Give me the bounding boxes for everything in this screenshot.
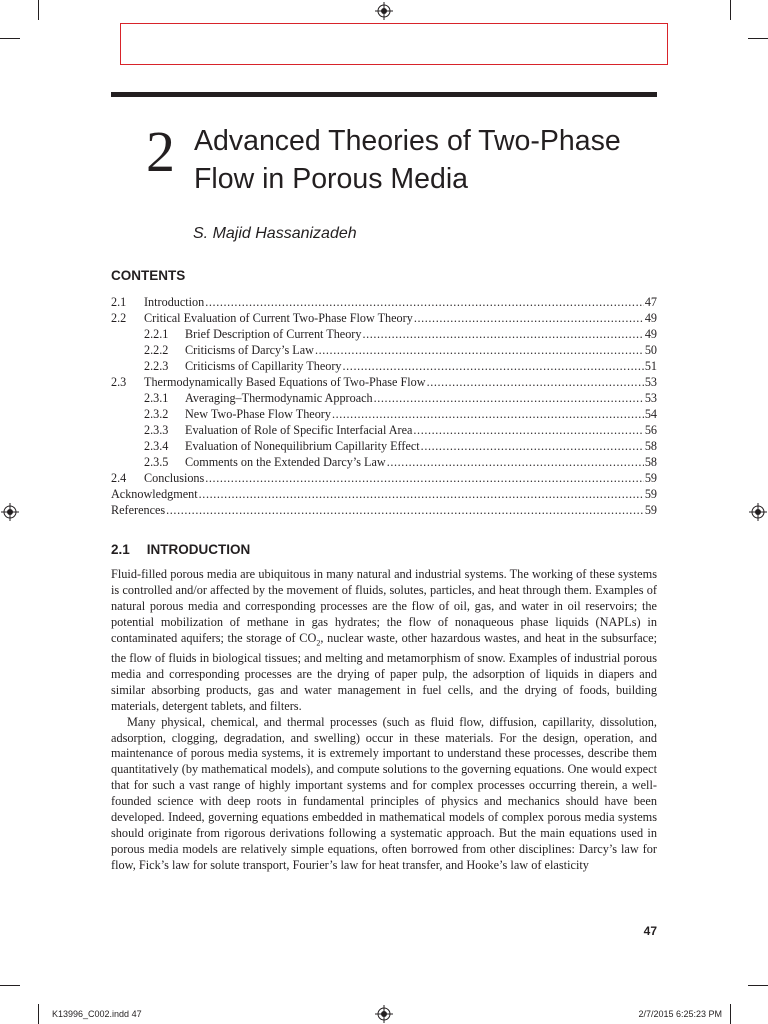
- toc-entry[interactable]: [111, 358, 657, 374]
- chapter-title-line: Advanced Theories of Two-Phase: [194, 125, 621, 157]
- crop-mark: [38, 0, 39, 20]
- toc-entry[interactable]: [111, 390, 657, 406]
- toc-title: Thermodynamically Based Equations of Two-Phase Flow: [144, 375, 426, 389]
- contents-heading: CONTENTS: [111, 268, 186, 283]
- chapter-title-line: Flow in Porous Media: [194, 163, 469, 195]
- section-heading: [111, 542, 250, 557]
- crop-mark: [730, 0, 731, 20]
- toc-entry[interactable]: [111, 454, 657, 470]
- toc-title: Brief Description of Current Theory: [185, 327, 362, 341]
- subscript: 2: [316, 638, 321, 648]
- toc-leader: [427, 374, 644, 390]
- toc-entry[interactable]: [111, 310, 657, 326]
- toc-title: Comments on the Extended Darcy’s Law: [185, 455, 386, 469]
- toc-page: 53: [644, 375, 657, 389]
- chapter-number: 2: [146, 119, 175, 184]
- toc-leader: [387, 454, 644, 470]
- body-text: [111, 567, 657, 874]
- toc-page: 50: [644, 343, 657, 357]
- page-number: 47: [643, 924, 657, 938]
- toc-leader: [374, 390, 644, 406]
- crop-mark: [748, 985, 768, 986]
- toc-title: Averaging–Thermodynamic Approach: [185, 391, 373, 405]
- toc-page: 58: [644, 455, 657, 469]
- toc-leader: [343, 358, 644, 374]
- registration-mark-icon: [375, 1005, 393, 1023]
- toc-number: 2.3.1: [144, 391, 169, 405]
- toc-page: 54: [644, 407, 657, 421]
- table-of-contents: [111, 294, 657, 518]
- chapter-title: [194, 122, 621, 198]
- toc-leader: [205, 294, 644, 310]
- section-number: 2.1: [111, 542, 130, 557]
- crop-mark: [730, 1004, 731, 1024]
- text-run: Fluid-filled porous media are ubiquitous in many natural and industrial systems. The working of these systems is controlled and/or affected by the movement of fluids, solutes, particles, and heat through them. Examples of natural porous media and corresponding processes are the flow of oil, gas, and water in oil reservoirs; the potential mobilization of methane in gas hydrates; the flow of nonaqueous phase liquids (NAPLs) in contaminated aquifers; the storage of CO: [111, 567, 657, 645]
- toc-page: 59: [644, 503, 657, 517]
- toc-number: 2.3: [111, 375, 127, 389]
- toc-entry[interactable]: [111, 294, 657, 310]
- toc-entry[interactable]: [111, 406, 657, 422]
- toc-entry[interactable]: [111, 374, 657, 390]
- toc-entry[interactable]: [111, 486, 657, 502]
- crop-mark: [38, 1004, 39, 1024]
- toc-leader: [199, 486, 644, 502]
- toc-entry[interactable]: [111, 438, 657, 454]
- toc-number: 2.2.3: [144, 359, 169, 373]
- toc-title: New Two-Phase Flow Theory: [185, 407, 331, 421]
- crop-mark: [748, 38, 768, 39]
- toc-page: 47: [644, 295, 657, 309]
- toc-entry[interactable]: [111, 326, 657, 342]
- toc-entry[interactable]: [111, 422, 657, 438]
- toc-number: 2.2: [111, 311, 127, 325]
- paragraph: [111, 567, 657, 715]
- crop-mark: [0, 38, 20, 39]
- paragraph: Many physical, chemical, and thermal processes (such as fluid flow, diffusion, capillarity, dissolution, adsorption, clogging, degradation, and swelling) occur in these materials. For the design, operation, and maintenance of porous media systems, it is extremely important to understand these processes, describe them quantitatively (by mathematical models), and compute solutions to the governing equations. One would expect that for such a vast range of highly important systems and for complex processes occurring therein, a well-founded science with deep roots in fundamental principles of physics and mechanics should have been developed. Indeed, governing equations embedded in mathematical models of complex porous media systems should originate from rigorous derivations following a systematic approach. But the main equations used in porous media models are relatively simple equations, often borrowed from other disciplines: Darcy’s law for flow, Fick’s law for solute transport, Fourier’s law for heat transfer, and Hooke’s law of elasticity: [111, 714, 657, 872]
- toc-title: Acknowledgment: [111, 487, 198, 501]
- toc-entry[interactable]: [111, 502, 657, 518]
- toc-page: 51: [644, 359, 657, 373]
- toc-page: 58: [644, 439, 657, 453]
- slug-file: K13996_C002.indd 47: [52, 1009, 142, 1019]
- toc-number: 2.2.1: [144, 327, 169, 341]
- toc-title: Evaluation of Nonequilibrium Capillarity Effect: [185, 439, 420, 453]
- toc-number: 2.3.5: [144, 455, 169, 469]
- toc-leader: [166, 502, 644, 518]
- toc-number: 2.3.2: [144, 407, 169, 421]
- registration-mark-icon: [749, 503, 767, 521]
- toc-title: Introduction: [144, 295, 205, 309]
- toc-entry[interactable]: [111, 470, 657, 486]
- toc-title: Conclusions: [144, 471, 205, 485]
- toc-leader: [414, 310, 644, 326]
- toc-leader: [421, 438, 644, 454]
- section-title: INTRODUCTION: [146, 542, 251, 557]
- toc-number: 2.2.2: [144, 343, 169, 357]
- registration-mark-icon: [375, 2, 393, 20]
- toc-number: 2.3.4: [144, 439, 169, 453]
- red-frame-box: [120, 23, 668, 65]
- toc-number: 2.4: [111, 471, 127, 485]
- chapter-rule: [111, 92, 657, 97]
- toc-number: 2.3.3: [144, 423, 169, 437]
- toc-page: 59: [644, 471, 657, 485]
- toc-leader: [205, 470, 644, 486]
- slug-date: 2/7/2015 6:25:23 PM: [638, 1009, 722, 1019]
- toc-title: Criticisms of Capillarity Theory: [185, 359, 342, 373]
- toc-title: References: [111, 503, 166, 517]
- toc-leader: [413, 422, 643, 438]
- author-name: S. Majid Hassanizadeh: [193, 225, 357, 242]
- toc-page: 56: [644, 423, 657, 437]
- toc-page: 53: [644, 391, 657, 405]
- registration-mark-icon: [1, 503, 19, 521]
- toc-page: 49: [644, 311, 657, 325]
- toc-title: Evaluation of Role of Specific Interfacial Area: [185, 423, 413, 437]
- toc-leader: [362, 326, 643, 342]
- toc-title: Critical Evaluation of Current Two-Phase Flow Theory: [144, 311, 413, 325]
- crop-mark: [0, 985, 20, 986]
- toc-leader: [315, 342, 644, 358]
- toc-title: Criticisms of Darcy’s Law: [185, 343, 314, 357]
- toc-page: 59: [644, 487, 657, 501]
- toc-number: 2.1: [111, 295, 127, 309]
- toc-entry[interactable]: [111, 342, 657, 358]
- toc-page: 49: [644, 327, 657, 341]
- toc-leader: [332, 406, 644, 422]
- text-run: , nuclear waste, other hazardous wastes, and heat in the subsurface; the flow of fluids in biological tissues; and melting and metamorphism of snow. Examples of industrial porous media and corresponding processes are the drying of paper pulp, the adsorption of liquids in diapers and similar absorbing products, gas and water management in fuel cells, and the drying of foods, building materials, detergent tablets, and filters.: [111, 630, 657, 713]
